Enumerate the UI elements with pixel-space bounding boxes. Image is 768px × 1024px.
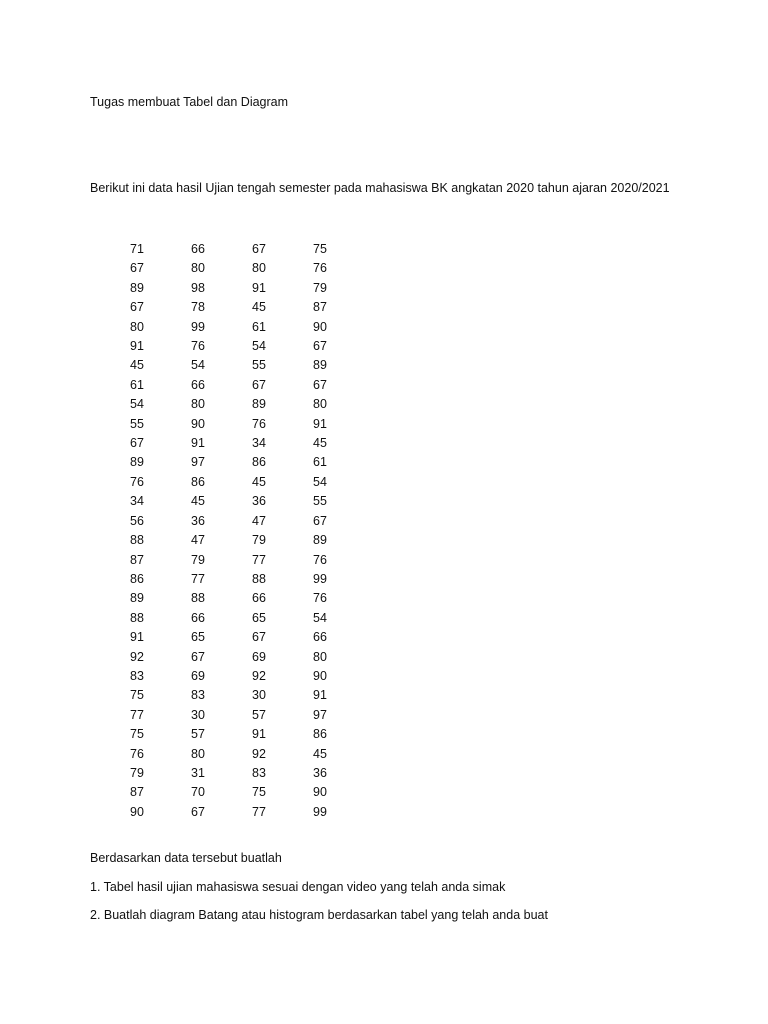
table-cell: 45 [313, 746, 327, 761]
table-cell: 89 [130, 280, 144, 295]
table-cell: 76 [313, 552, 327, 567]
table-cell: 88 [252, 571, 266, 586]
table-row [120, 240, 374, 259]
table-cell: 67 [252, 377, 266, 392]
table-cell: 79 [191, 552, 205, 567]
table-cell: 55 [313, 494, 327, 509]
table-cell: 89 [313, 533, 327, 548]
table-cell: 90 [313, 319, 327, 334]
table-cell: 91 [313, 416, 327, 431]
table-row [120, 686, 374, 705]
table-cell: 45 [191, 494, 205, 509]
table-cell: 67 [252, 630, 266, 645]
table-cell: 91 [130, 630, 144, 645]
table-row [120, 512, 374, 531]
table-cell: 34 [130, 494, 144, 509]
table-cell: 66 [252, 591, 266, 606]
table-cell: 89 [130, 591, 144, 606]
table-cell: 57 [191, 727, 205, 742]
table-cell: 66 [313, 630, 327, 645]
table-cell: 69 [191, 668, 205, 683]
table-row [120, 648, 374, 667]
table-row [120, 415, 374, 434]
table-cell: 65 [252, 610, 266, 625]
table-cell: 54 [191, 358, 205, 373]
table-cell: 90 [313, 785, 327, 800]
table-cell: 67 [130, 436, 144, 451]
table-cell: 67 [313, 377, 327, 392]
table-cell: 56 [130, 513, 144, 528]
scores-table [120, 240, 374, 822]
table-cell: 91 [252, 280, 266, 295]
table-cell: 92 [252, 746, 266, 761]
table-cell: 36 [252, 494, 266, 509]
table-cell: 80 [313, 397, 327, 412]
table-cell: 61 [313, 455, 327, 470]
table-row [120, 570, 374, 589]
table-cell: 86 [313, 727, 327, 742]
table-cell: 55 [252, 358, 266, 373]
table-row [120, 473, 374, 492]
table-cell: 30 [191, 707, 205, 722]
table-cell: 67 [191, 804, 205, 819]
table-cell: 45 [313, 436, 327, 451]
table-cell: 30 [252, 688, 266, 703]
intro-text: Berikut ini data hasil Ujian tengah semester pada mahasiswa BK angkatan 2020 tahun ajaran 2020/2021 [90, 181, 670, 195]
table-cell: 67 [252, 242, 266, 256]
table-row [120, 667, 374, 686]
table-cell: 34 [252, 436, 266, 451]
table-row [120, 337, 374, 356]
table-cell: 47 [191, 533, 205, 548]
table-cell: 98 [191, 280, 205, 295]
table-cell: 87 [130, 552, 144, 567]
table-cell: 92 [252, 668, 266, 683]
table-cell: 87 [130, 785, 144, 800]
table-cell: 54 [252, 339, 266, 354]
table-cell: 55 [130, 416, 144, 431]
table-cell: 71 [130, 242, 144, 256]
table-cell: 31 [191, 765, 205, 780]
table-row [120, 745, 374, 764]
table-cell: 80 [191, 261, 205, 276]
table-cell: 61 [130, 377, 144, 392]
table-row [120, 453, 374, 472]
table-cell: 86 [252, 455, 266, 470]
table-cell: 79 [252, 533, 266, 548]
table-cell: 91 [252, 727, 266, 742]
table-cell: 75 [130, 727, 144, 742]
table-row [120, 492, 374, 511]
table-cell: 36 [191, 513, 205, 528]
table-cell: 79 [130, 765, 144, 780]
table-cell: 54 [313, 610, 327, 625]
table-cell: 91 [313, 688, 327, 703]
table-cell: 77 [191, 571, 205, 586]
table-cell: 67 [313, 513, 327, 528]
table-cell: 75 [130, 688, 144, 703]
scores-table-body [120, 240, 374, 822]
table-cell: 45 [252, 300, 266, 315]
table-cell: 70 [191, 785, 205, 800]
table-row [120, 628, 374, 647]
table-cell: 88 [130, 533, 144, 548]
table-cell: 67 [130, 300, 144, 315]
table-cell: 54 [313, 474, 327, 489]
table-cell: 77 [252, 804, 266, 819]
table-cell: 90 [130, 804, 144, 819]
table-cell: 66 [191, 242, 205, 256]
table-cell: 57 [252, 707, 266, 722]
table-row [120, 434, 374, 453]
table-cell: 86 [191, 474, 205, 489]
table-cell: 78 [191, 300, 205, 315]
table-cell: 76 [313, 591, 327, 606]
table-cell: 97 [313, 707, 327, 722]
table-cell: 80 [313, 649, 327, 664]
table-cell: 76 [313, 261, 327, 276]
table-cell: 97 [191, 455, 205, 470]
table-cell: 77 [130, 707, 144, 722]
table-cell: 77 [252, 552, 266, 567]
table-cell: 90 [313, 668, 327, 683]
table-cell: 99 [313, 571, 327, 586]
table-cell: 65 [191, 630, 205, 645]
table-cell: 83 [191, 688, 205, 703]
table-cell: 83 [130, 668, 144, 683]
table-cell: 75 [313, 242, 327, 256]
table-cell: 87 [313, 300, 327, 315]
table-row [120, 551, 374, 570]
table-row [120, 589, 374, 608]
table-row [120, 259, 374, 278]
table-cell: 76 [252, 416, 266, 431]
table-cell: 36 [313, 765, 327, 780]
table-cell: 99 [313, 804, 327, 819]
table-cell: 80 [191, 397, 205, 412]
table-cell: 90 [191, 416, 205, 431]
table-row [120, 356, 374, 375]
table-cell: 86 [130, 571, 144, 586]
table-cell: 76 [130, 474, 144, 489]
table-row [120, 376, 374, 395]
table-cell: 67 [313, 339, 327, 354]
table-row [120, 803, 374, 822]
table-cell: 83 [252, 765, 266, 780]
table-cell: 91 [130, 339, 144, 354]
table-cell: 80 [130, 319, 144, 334]
table-cell: 67 [130, 261, 144, 276]
table-cell: 67 [191, 649, 205, 664]
table-cell: 75 [252, 785, 266, 800]
table-cell: 80 [191, 746, 205, 761]
table-cell: 91 [191, 436, 205, 451]
task-item-2: 2. Buatlah diagram Batang atau histogram berdasarkan tabel yang telah anda buat [90, 908, 548, 922]
table-cell: 92 [130, 649, 144, 664]
table-row [120, 395, 374, 414]
table-cell: 99 [191, 319, 205, 334]
table-row [120, 783, 374, 802]
table-cell: 89 [130, 455, 144, 470]
table-cell: 80 [252, 261, 266, 276]
table-row [120, 279, 374, 298]
table-cell: 76 [191, 339, 205, 354]
table-row [120, 609, 374, 628]
table-cell: 45 [252, 474, 266, 489]
table-cell: 88 [130, 610, 144, 625]
table-row [120, 318, 374, 337]
table-row [120, 298, 374, 317]
task-item-1: 1. Tabel hasil ujian mahasiswa sesuai dengan video yang telah anda simak [90, 880, 506, 894]
table-cell: 61 [252, 319, 266, 334]
document-title: Tugas membuat Tabel dan Diagram [90, 95, 289, 109]
table-row [120, 764, 374, 783]
table-cell: 79 [313, 280, 327, 295]
table-cell: 45 [130, 358, 144, 373]
table-cell: 69 [252, 649, 266, 664]
table-cell: 89 [252, 397, 266, 412]
table-cell: 66 [191, 377, 205, 392]
instruction-text: Berdasarkan data tersebut buatlah [90, 851, 282, 865]
table-row [120, 725, 374, 744]
table-row [120, 706, 374, 725]
table-cell: 88 [191, 591, 205, 606]
table-cell: 54 [130, 397, 144, 412]
table-cell: 89 [313, 358, 327, 373]
table-cell: 47 [252, 513, 266, 528]
table-cell: 66 [191, 610, 205, 625]
table-cell: 76 [130, 746, 144, 761]
table-row [120, 531, 374, 550]
